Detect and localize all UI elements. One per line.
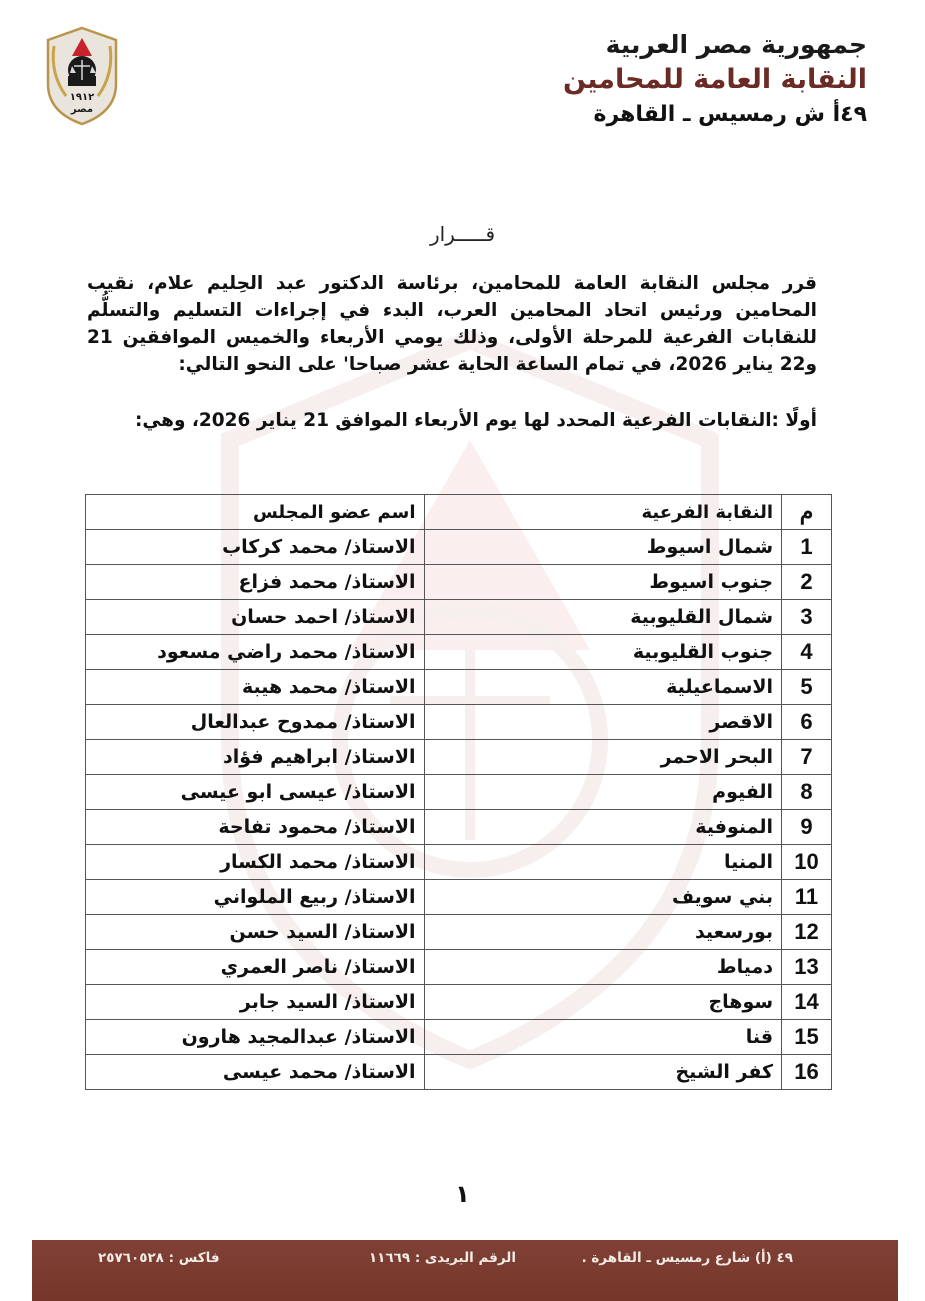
row-member: الاستاذ/ ممدوح عبدالعال xyxy=(86,705,425,740)
row-branch: الفيوم xyxy=(424,775,782,810)
organization-name: النقابة العامة للمحامين xyxy=(562,64,867,95)
table-row xyxy=(86,1020,832,1055)
row-member: الاستاذ/ محمد فزاع xyxy=(86,565,425,600)
letterhead xyxy=(563,28,867,132)
country-name: جمهورية مصر العربية xyxy=(605,30,867,59)
row-branch: سوهاج xyxy=(424,985,782,1020)
footer-fax: فاكس : ٢٥٧٦٠٥٢٨ xyxy=(98,1250,220,1266)
row-member: الاستاذ/ ابراهيم فؤاد xyxy=(86,740,425,775)
row-num: 16 xyxy=(782,1055,832,1090)
header-num: م xyxy=(782,495,832,530)
letterhead-address: ٤٩أ ش رمسيس ـ القاهرة xyxy=(593,102,867,127)
table-row xyxy=(86,915,832,950)
header-member: اسم عضو المجلس xyxy=(86,495,425,530)
row-branch: بني سويف xyxy=(424,880,782,915)
row-branch: شمال اسيوط xyxy=(424,530,782,565)
row-member: الاستاذ/ ربيع الملواني xyxy=(86,880,425,915)
row-num: 11 xyxy=(782,880,832,915)
table-row xyxy=(86,1055,832,1090)
header-branch: النقابة الفرعية xyxy=(424,495,782,530)
row-branch: شمال القليوبية xyxy=(424,600,782,635)
table-row xyxy=(86,705,832,740)
table-row xyxy=(86,985,832,1020)
table-row xyxy=(86,845,832,880)
table-row xyxy=(86,670,832,705)
row-num: 10 xyxy=(782,845,832,880)
intro-paragraph: قرر مجلس النقابة العامة للمحامين، برئاسة الدكتور عبد الحِليم علام، نقيب المحامين ورئيس اتحاد المحامين العرب، البدء في إجراءات التسليم والتسلُّم للنقابات الفرعية للمرحلة الأولى، وذلك يومي الأربعاء والخميس الموافقين 21 و22 يناير 2026، في تمام الساعة الحاية عشر صباحا' على النحو التالي: xyxy=(87,273,817,375)
branches-table xyxy=(85,494,832,1090)
row-num: 6 xyxy=(782,705,832,740)
row-branch: جنوب القليوبية xyxy=(424,635,782,670)
row-branch: جنوب اسيوط xyxy=(424,565,782,600)
bar-association-emblem-icon xyxy=(44,26,120,126)
row-member: الاستاذ/ السيد حسن xyxy=(86,915,425,950)
row-member: الاستاذ/ السيد جابر xyxy=(86,985,425,1020)
row-num: 8 xyxy=(782,775,832,810)
emblem-year: ١٩١٢ xyxy=(69,92,95,103)
row-num: 15 xyxy=(782,1020,832,1055)
row-member: الاستاذ/ محمد كركاب xyxy=(86,530,425,565)
footer-postal-code: الرقم البريدى : ١١٦٦٩ xyxy=(368,1250,516,1266)
table-row xyxy=(86,740,832,775)
table-body xyxy=(86,530,832,1090)
table-row xyxy=(86,950,832,985)
row-member: الاستاذ/ ناصر العمري xyxy=(86,950,425,985)
row-member: الاستاذ/ عيسى ابو عيسى xyxy=(86,775,425,810)
document-title: قـــــرار xyxy=(429,222,496,246)
row-member: الاستاذ/ محمد هيبة xyxy=(86,670,425,705)
row-num: 7 xyxy=(782,740,832,775)
row-member: الاستاذ/ محمد الكسار xyxy=(86,845,425,880)
row-branch: المنوفية xyxy=(424,810,782,845)
table-row xyxy=(86,600,832,635)
row-branch: قنا xyxy=(424,1020,782,1055)
row-num: 9 xyxy=(782,810,832,845)
row-member: الاستاذ/ عبدالمجيد هارون xyxy=(86,1020,425,1055)
row-branch: الاقصر xyxy=(424,705,782,740)
row-num: 5 xyxy=(782,670,832,705)
section-firstly: أولًا :النقابات الفرعية المحدد لها يوم الأربعاء الموافق 21 يناير 2026، وهي: xyxy=(135,410,817,431)
row-branch: البحر الاحمر xyxy=(424,740,782,775)
table-row xyxy=(86,880,832,915)
row-num: 1 xyxy=(782,530,832,565)
footer-address: ٤٩ (أ) شارع رمسيس ـ القاهرة . xyxy=(581,1250,793,1266)
table-row xyxy=(86,775,832,810)
row-num: 14 xyxy=(782,985,832,1020)
row-member: الاستاذ/ محمود تفاحة xyxy=(86,810,425,845)
row-num: 2 xyxy=(782,565,832,600)
table-header-row xyxy=(86,495,832,530)
table-row xyxy=(86,565,832,600)
footer-band xyxy=(32,1240,898,1301)
row-branch: الاسماعيلية xyxy=(424,670,782,705)
row-branch: بورسعيد xyxy=(424,915,782,950)
page-number: ١ xyxy=(455,1180,470,1208)
emblem-label: مصر xyxy=(70,104,94,115)
row-num: 13 xyxy=(782,950,832,985)
table-row xyxy=(86,635,832,670)
row-num: 12 xyxy=(782,915,832,950)
row-member: الاستاذ/ محمد عيسى xyxy=(86,1055,425,1090)
row-branch: دمياط xyxy=(424,950,782,985)
row-member: الاستاذ/ احمد حسان xyxy=(86,600,425,635)
table-row xyxy=(86,530,832,565)
row-branch: المنيا xyxy=(424,845,782,880)
row-member: الاستاذ/ محمد راضي مسعود xyxy=(86,635,425,670)
row-num: 3 xyxy=(782,600,832,635)
row-num: 4 xyxy=(782,635,832,670)
row-branch: كفر الشيخ xyxy=(424,1055,782,1090)
table-row xyxy=(86,810,832,845)
